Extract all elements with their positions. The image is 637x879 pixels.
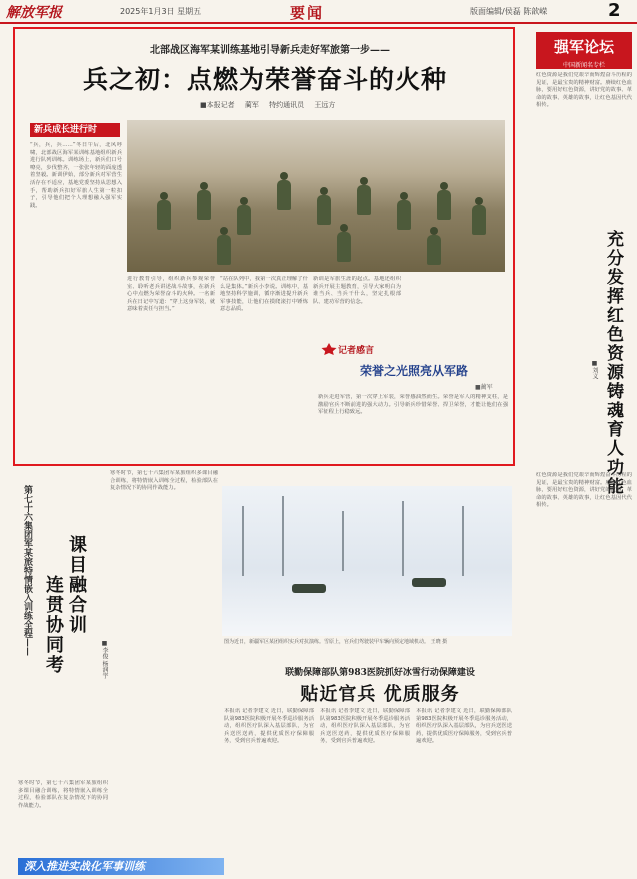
- byline-part: 蔺军: [244, 101, 259, 109]
- photo-soldier: [472, 205, 486, 235]
- lower-right-text-col1: 本报讯 记者李建文 近日，联勤保障部队第983医院积极开展冬季巡诊服务活动，组织医疗队深入基层部队，为官兵送医送药，提供优质医疗保障服务，受到官兵普遍欢迎。: [224, 708, 314, 745]
- photo-soldier: [157, 200, 171, 230]
- training-banner: 深入推进实战化军事训练: [18, 858, 224, 875]
- photo-vehicle: [292, 584, 326, 593]
- sidebar-headline: 充分发挥红色资源铸魂育人功能: [603, 230, 623, 496]
- photo-soldier: [357, 185, 371, 215]
- photo-soldier: [237, 205, 251, 235]
- lower-right-text-col3: 本报讯 记者李建文 近日，联勤保障部队第983医院积极开展冬季巡诊服务活动，组织医疗队深入基层部队，为官兵送医送药，提供优质医疗保障服务，受到官兵普遍欢迎。: [416, 708, 512, 745]
- lead-kicker: 北部战区海军某训练基地引导新兵走好军旅第一步——: [150, 45, 390, 56]
- photo-soldier: [197, 190, 211, 220]
- photo-soldier: [397, 200, 411, 230]
- issue-date: 2025年1月3日 星期五: [120, 7, 202, 16]
- lower-right-text-col2: 本报讯 记者李建文 近日，联勤保障部队第983医院积极开展冬季巡诊服务活动，组织医疗队深入基层部队，为官兵送医送药，提供优质医疗保障服务，受到官兵普遍欢迎。: [320, 708, 410, 745]
- commentary-title: 荣誉之光照亮从军路: [360, 364, 469, 378]
- lower-left-headline-2: 连贯协同考: [43, 575, 64, 675]
- photo-soldier: [427, 235, 441, 265]
- lead-headline: 兵之初：点燃为荣誉奋斗的火种: [82, 65, 447, 94]
- lead-byline: [200, 100, 343, 110]
- lead-text-col2: 进行教育引导，组织新兵参观荣誉室、聆听老兵讲述战斗故事，在新兵心中点燃为荣誉奋斗的火种。一名新兵在日记中写道：“穿上这身军装，就意味着责任与担当。”: [127, 276, 215, 313]
- page-number: 2: [608, 0, 621, 21]
- lead-text-col4: 新训是军旅生涯的起点。基地还组织新兵开展主题教育，引导大家明白为谁当兵、当兵干什么，坚定扎根部队、建功军营的信念。: [313, 276, 401, 305]
- byline-part: ■本报记者: [200, 101, 235, 109]
- snow-exercise-photo: [222, 486, 512, 636]
- commentary-text: 新兵走进军营，第一次穿上军装，荣誉感油然而生。荣誉是军人的精神支柱，是激励官兵不断前进的强大动力。引导新兵珍惜荣誉、捍卫荣誉，才能让他们在强军征程上行稳致远。: [318, 394, 508, 416]
- photo-soldier: [217, 235, 231, 265]
- lower-left-kicker: 第七十六集团军某旅特情嵌入训练全程——: [22, 485, 32, 656]
- star-icon: [318, 342, 340, 356]
- section-title: 要闻: [290, 4, 325, 22]
- byline-part: 特约通讯员: [269, 101, 305, 109]
- photo-tree: [462, 506, 464, 576]
- photo-vehicle: [412, 578, 446, 587]
- lead-subtitle-bar: 新兵成长进行时: [30, 123, 120, 137]
- photo-soldier: [317, 195, 331, 225]
- commentary-author: ■蔺军: [475, 384, 493, 391]
- photo-tree: [282, 496, 284, 576]
- lead-photo-soldiers: [127, 120, 505, 272]
- lower-left-text: 寒冬时节，第七十六集团军某旅组织多课目融合训练，将特情嵌入训练全过程，检验部队在复杂情况下的协同作战能力。: [110, 470, 218, 492]
- sidebar-author: ■刘义: [591, 360, 598, 379]
- photo-tree: [242, 506, 244, 576]
- sidebar-text: 红色资源是我们党艰辛而辉煌奋斗历程的见证，是最宝贵的精神财富。赓续红色血脉，要用好红色资源，讲好党的故事、革命的故事、英雄的故事，让红色基因代代相传。: [536, 72, 632, 109]
- lower-left-text-foot: 寒冬时节，第七十六集团军某旅组织多课目融合训练，将特情嵌入训练全过程，检验部队在复杂情况下的协同作战能力。: [18, 780, 108, 809]
- photo-soldier: [277, 180, 291, 210]
- lead-text-col3: “站在队列中，我第一次真正理解了什么是集体。”新兵小李说。训练中，基地坚持科学施训，循序渐进提升新兵军事技能，让他们在摸爬滚打中锤炼意志品质。: [220, 276, 308, 313]
- commentary-label: 记者感言: [338, 346, 375, 356]
- masthead-logo: 解放军报: [6, 5, 62, 21]
- page-editors: 版面编辑/侯磊 陈歆嵘: [470, 7, 548, 16]
- lower-right-kicker: 联勤保障部队第983医院抓好冰雪行动保障建设: [285, 668, 475, 678]
- column-subtitle: 中国新闻名专栏: [536, 60, 632, 69]
- column-title: 强军论坛: [536, 32, 632, 62]
- photo-soldier: [337, 232, 351, 262]
- sidebar-text-continued: 红色资源是我们党艰辛而辉煌奋斗历程的见证，是最宝贵的精神财富。赓续红色血脉，要用好红色资源，讲好党的故事、革命的故事、英雄的故事，让红色基因代代相传。: [536, 472, 632, 509]
- byline-part: 王远方: [314, 101, 336, 109]
- lower-left-headline-1: 课目融合训: [66, 535, 87, 635]
- photo-tree: [402, 501, 404, 576]
- lower-left-byline: ■李俊 杨润宇: [101, 640, 108, 679]
- lead-text-col1: “兵，兵，兵……”冬日午后，北风呼啸，北部战区海军某训练基地组织新兵进行队列训练。训练场上，新兵们口号嘹亮，步伐整齐，一张张年轻的面庞透着坚毅。新训伊始，部分新兵对军营生活存在不适应，基地党委坚持从思想入手，帮助新兵扣好军旅人生第一粒扣子，引导他们把个人理想融入强军实践。: [30, 142, 122, 209]
- photo-tree: [342, 511, 344, 571]
- photo-caption: 图为近日，新疆军区某团组织实兵对抗演练。雪原上，官兵们驾驶装甲车辆向预定地域机动。 王晓 摄: [224, 639, 448, 645]
- photo-soldier: [437, 190, 451, 220]
- lower-right-headline: 贴近官兵 优质服务: [300, 684, 460, 705]
